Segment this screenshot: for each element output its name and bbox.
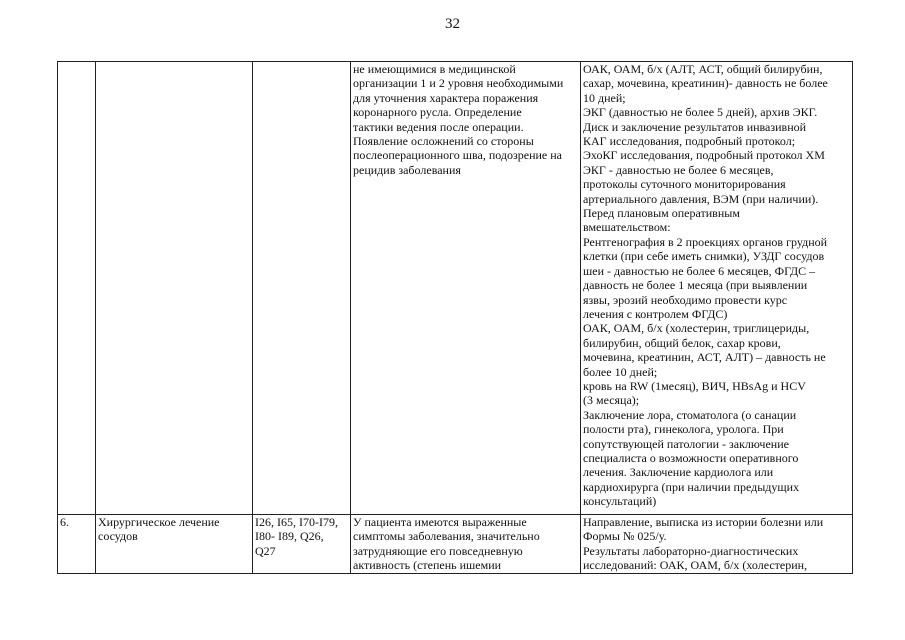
text-line: ЭКГ - давностью не более 6 месяцев, <box>583 162 774 177</box>
page-number: 32 <box>445 16 460 32</box>
text-line: протоколы суточного мониторирования <box>583 177 786 192</box>
text-line: Направление, выписка из истории болезни или <box>583 515 824 529</box>
table-row <box>58 62 853 515</box>
text-line: вмешательством: <box>583 220 671 235</box>
text-line: ЭхоКГ исследования, подробный протокол ХМ <box>583 148 825 163</box>
text-line: кровь на RW (1месяц), ВИЧ, HBsAg и HCV <box>583 378 806 393</box>
text-line: мочевина, креатинин, АСТ, АЛТ) – давность не <box>583 350 826 365</box>
text-line: затрудняющие его повседневную <box>353 543 523 558</box>
text-line: язвы, эрозий необходимо провести курс <box>583 292 788 307</box>
text-line: Диск и заключение результатов инвазивной <box>583 119 807 134</box>
table-row <box>58 515 853 574</box>
text-line: шеи - давностью не более 6 месяцев, ФГДС – <box>583 263 816 278</box>
text-line: I26, I65, I70-I79, <box>255 515 338 529</box>
text-line: ЭКГ (давностью не более 5 дней), архив ЭКГ. <box>583 105 818 120</box>
text-line: клетки (при себе иметь снимки), УЗДГ сосудов <box>583 249 825 264</box>
text-line: кардиохирурга (при наличии предыдущих <box>583 479 800 494</box>
text-line: организации 1 и 2 уровня необходимыми <box>353 76 564 91</box>
text-line: специалиста о возможности оперативного <box>583 450 799 465</box>
row-number-cell <box>58 62 96 515</box>
text-line: сосудов <box>98 529 138 544</box>
text-line: не имеющимися в медицинской <box>353 62 516 76</box>
text-line: для уточнения характера поражения <box>353 90 539 105</box>
required-documents-cell <box>581 62 853 515</box>
text-line: У пациента имеются выраженные <box>353 515 527 529</box>
text-line: билирубин, общий белок, сахар крови, <box>583 335 781 350</box>
row-number: 6. <box>60 515 69 529</box>
text-line: Q27 <box>255 543 276 558</box>
text-line: Результаты лабораторно-диагностических <box>583 543 799 558</box>
text-line: I80- I89, Q26, <box>255 529 324 544</box>
text-line: сопутствующей патологии - заключение <box>583 436 789 451</box>
text-line: исследований: ОАК, ОАМ, б/х (холестерин, <box>583 558 808 573</box>
text-line: Хирургическое лечение <box>98 515 220 529</box>
icd-codes-cell <box>253 62 351 515</box>
text-line: артериального давления, ВЭМ (при наличии). <box>583 191 819 206</box>
text-line: КАГ исследования, подробный протокол; <box>583 134 796 149</box>
text-line: консультаций) <box>583 494 657 509</box>
text-line: Рентгенография в 2 проекциях органов грудной <box>583 234 828 249</box>
treatment-name-cell <box>96 515 253 574</box>
row-number-cell <box>58 515 96 574</box>
text-line: давность не более 1 месяца (при выявлении <box>583 278 808 293</box>
text-line: Формы № 025/у. <box>583 529 667 544</box>
text-line: Заключение лора, стоматолога (о санации <box>583 407 797 422</box>
indications-cell <box>351 62 581 515</box>
text-line: тактики ведения после операции. <box>353 119 524 134</box>
text-line: ОАК, ОАМ, б/х (холестерин, триглицериды, <box>583 321 810 336</box>
text-line: ОАК, ОАМ, б/х (АЛТ, АСТ, общий билирубин, <box>583 62 823 76</box>
text-line: сахар, мочевина, креатинин)- давность не более <box>583 76 828 91</box>
required-documents-cell <box>581 515 853 574</box>
text-line: 10 дней; <box>583 90 626 105</box>
text-line: Перед плановым оперативным <box>583 206 740 221</box>
text-line: лечения с контролем ФГДС) <box>583 306 728 321</box>
text-line: Появление осложнений со стороны <box>353 134 534 149</box>
text-line: рецидив заболевания <box>353 162 461 177</box>
text-line: (3 месяца); <box>583 393 640 408</box>
text-line: лечения. Заключение кардиолога или <box>583 465 774 480</box>
indications-cell <box>351 515 581 574</box>
text-line: симптомы заболевания, значительно <box>353 529 540 544</box>
referral-requirements-table <box>57 61 853 574</box>
text-line: полости рта), гинеколога, уролога. При <box>583 422 784 437</box>
text-line: коронарного русла. Определение <box>353 105 522 120</box>
icd-codes-cell <box>253 515 351 574</box>
treatment-name-cell <box>96 62 253 515</box>
text-line: активность (степень ишемии <box>353 558 502 573</box>
text-line: послеоперационного шва, подозрение на <box>353 148 562 163</box>
text-line: более 10 дней; <box>583 364 658 379</box>
